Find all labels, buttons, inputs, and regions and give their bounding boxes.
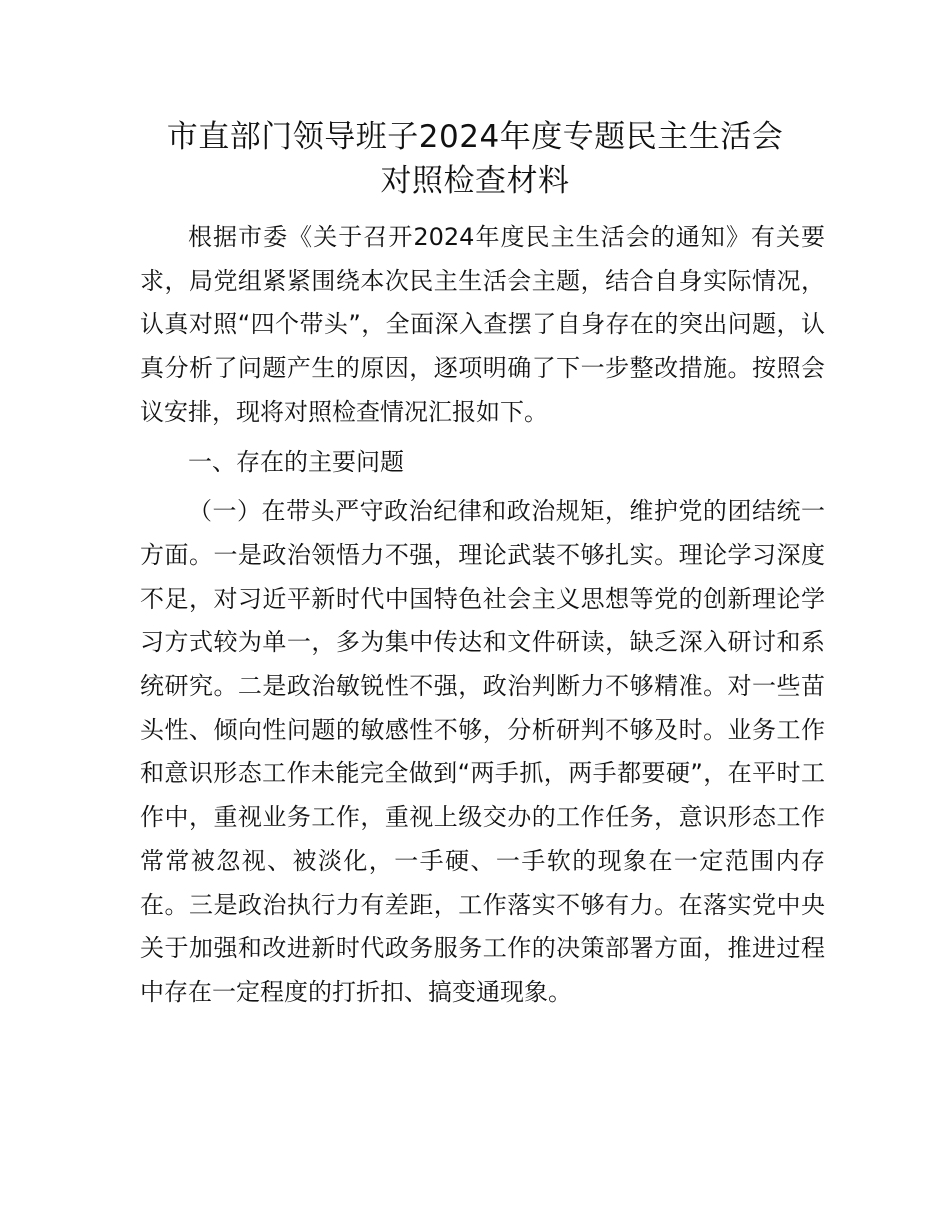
document-title-line-1: 市直部门领导班子2024年度专题民主生活会: [166, 119, 784, 155]
document-title-line-2: 对照检查材料: [380, 163, 570, 199]
section-heading: 一、存在的主要问题: [188, 447, 404, 476]
document-body: [140, 216, 825, 1015]
section-paragraph: （一）在带头严守政治纪律和政治规矩，维护党的团结统一方面。一是政治领悟力不强，理论武装不够扎实。理论学习深度不足，对习近平新时代中国特色社会主义思想等党的创新理论学习方式较为单一，多为集中传达和文件研读，缺乏深入研讨和系统研究。二是政治敏锐性不强，政治判断力不够精准。对一些苗头性、倾向性问题的敏感性不够，分析研判不够及时。业务工作和意识形态工作未能完全做到“两手抓，两手都要硬”，在平时工作中，重视业务工作，重视上级交办的工作任务，意识形态工作常常被忽视、被淡化，一手硬、一手软的现象在一定范围内存在。三是政治执行力有差距，工作落实不够有力。在落实党中央关于加强和改进新时代政务服务工作的决策部署方面，推进过程中存在一定程度的打折扣、搞变通现象。: [140, 497, 825, 1006]
intro-paragraph: 根据市委《关于召开2024年度民主生活会的通知》有关要求，局党组紧紧围绕本次民主生活会主题，结合自身实际情况，认真对照“四个带头”，全面深入查摆了自身存在的突出问题，认真分析了问题产生的原因，逐项明确了下一步整改措施。按照会议安排，现将对照检查情况汇报如下。: [140, 223, 825, 426]
